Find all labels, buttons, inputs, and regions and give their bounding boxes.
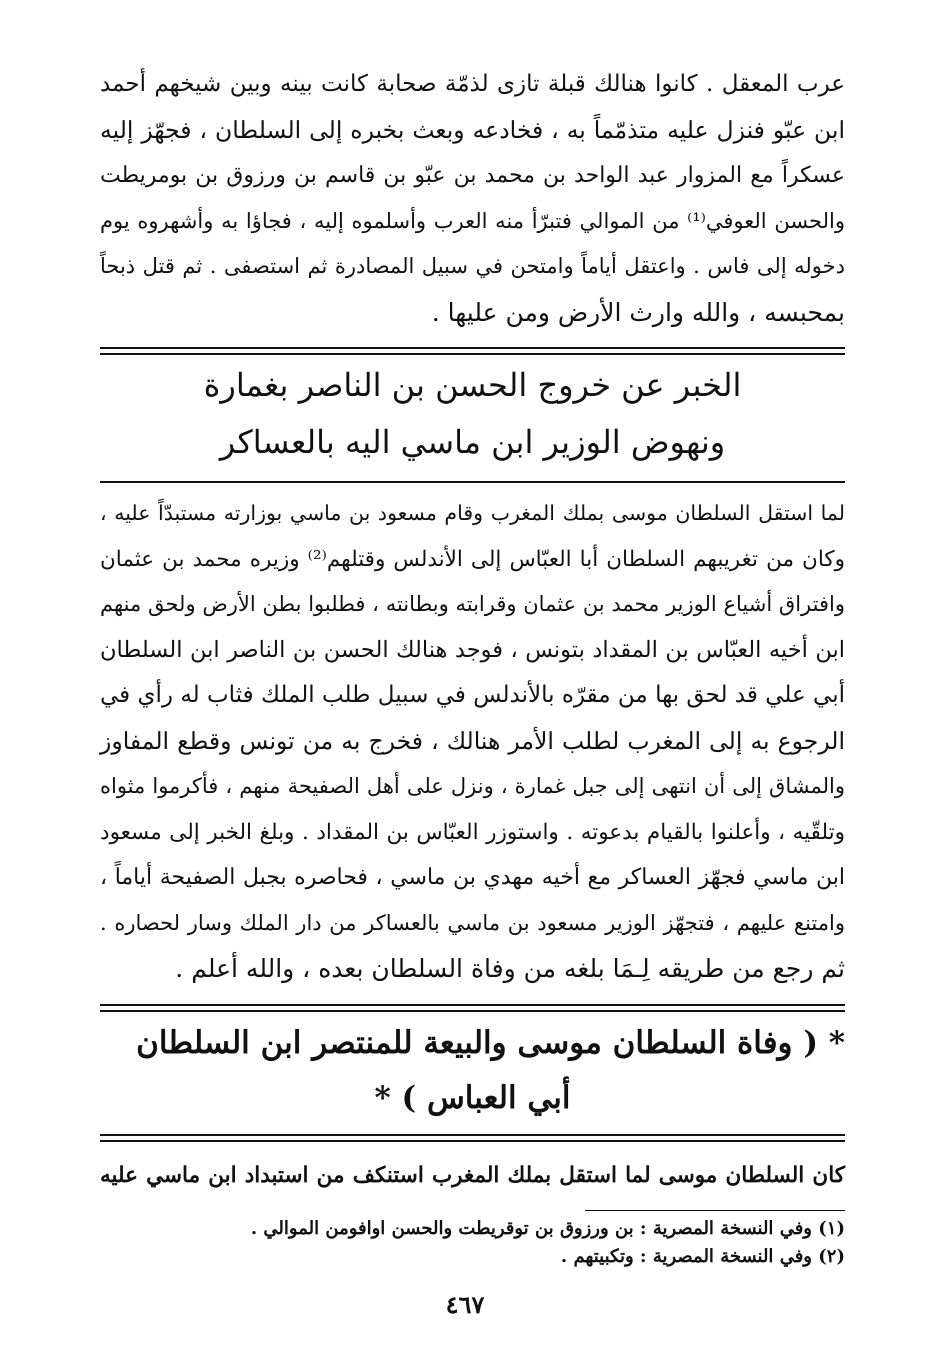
double-rule-middle (100, 1004, 845, 1012)
footnote-separator (585, 1210, 845, 1211)
heading-line: * ( وفاة السلطان موسى والبيعة للمنتصر ابن السلطان (136, 1024, 845, 1061)
heading-line: الخبر عن خروج الحسن بن الناصر بغمارة (203, 366, 742, 404)
heading-line: ونهوض الوزير ابن ماسي اليه بالعساكر (219, 423, 726, 461)
footnote-2: (٢) وفي النسخة المصرية : وتكبيتهم . (560, 1245, 845, 1267)
footnote-1: (١) وفي النسخة المصرية : بن ورزوق بن توقريطت والحسن اوافومن الموالي . (250, 1217, 845, 1239)
double-rule-bottom (100, 1134, 845, 1142)
paragraph-2 (100, 491, 845, 992)
section-heading-1 (100, 357, 845, 471)
section-heading-2 (100, 1016, 845, 1126)
intro-line: كان السلطان موسى لما استقل بملك المغرب استنكف من استبداد ابن ماسي عليه (100, 1162, 845, 1188)
text-line: ابن أخيه العبّاس بن المقداد بتونس ، فوجد هنالك الحسن بن الناصر ابن السلطان (100, 636, 845, 663)
heading-line: أبي العباس ) * (374, 1079, 571, 1116)
text-line: وافتراق أشياع الوزير محمد بن عثمان وقرابته وبطانته ، فطلبوا بطن الأرض ولحق منهم (100, 592, 845, 616)
footnotes (100, 1215, 845, 1271)
paragraph-1 (100, 62, 845, 335)
page-number: ٤٦٧ (445, 1290, 485, 1319)
text-line: وكان من تغريبهم السلطان أبا العبّاس إلى الأندلس وقتلهم⁽²⁾ وزيره محمد بن عثمان (100, 546, 845, 572)
text-line: والمشاق إلى أن انتهى إلى جبل غمارة ، ونزل على أهل الصفيحة منهم ، فأكرموا مثواه (100, 774, 845, 798)
text-line: عرب المعقل . كانوا هنالك قبلة تازى لذمّة صحابة كانت بينه وبين شيخهم أحمد (100, 71, 845, 97)
book-page (100, 62, 845, 1271)
text-line: ابن عبّو فنزل عليه متذمّماً به ، فخادعه وبعث بخبره إلى السلطان ، فجهّز إليه (100, 115, 845, 144)
text-line: الرجوع به إلى المغرب لطلب الأمر هنالك ، فخرج به من تونس وقطع المفاوز (100, 726, 845, 755)
text-line: ابن ماسي فجهّز العساكر مع أخيه مهدي بن ماسي ، فحاصره بجبل الصفيحة أياماً ، (100, 865, 845, 890)
rule-below-heading (100, 481, 845, 483)
text-line: لما استقل السلطان موسى بملك المغرب وقام مسعود بن ماسي بوزارته مستبدّاً عليه ، (100, 501, 845, 525)
text-line: وامتنع عليهم ، فتجهّز الوزير مسعود بن ماسي بالعساكر من دار الملك وسار لحصاره . (100, 910, 845, 935)
text-line: أبي علي قد لحق بها من مقرّه بالأندلس في سبيل طلب الملك فثاب له رأي في (100, 682, 845, 708)
text-line: ثم رجع من طريقه لِـمَا بلغه من وفاة السلطان بعده ، والله أعلم . (175, 954, 845, 983)
text-line: والحسن العوفي⁽¹⁾ من الموالي فتبرّأ منه العرب وأسلموه إليه ، فجاؤا به وأشهروه يوم (100, 208, 845, 233)
text-line: وتلقّيه ، وأعلنوا بالقيام بدعوته . واستوزر العبّاس بن المقداد . وبلغ الخبر إلى مسعود (100, 819, 845, 845)
text-line: بمحبسه ، والله وارث الأرض ومن عليها . (431, 297, 845, 327)
text-line: دخوله إلى فاس . واعتقل أياماً وامتحن في سبيل المصادرة ثم استصفى . ثم قتل ذبحاً (100, 254, 845, 278)
double-rule-top (100, 347, 845, 355)
text-line: عسكراً مع المزوار عبد الواحد بن محمد بن عبّو بن قاسم بن ورزوق بن بومريطت (100, 163, 845, 188)
